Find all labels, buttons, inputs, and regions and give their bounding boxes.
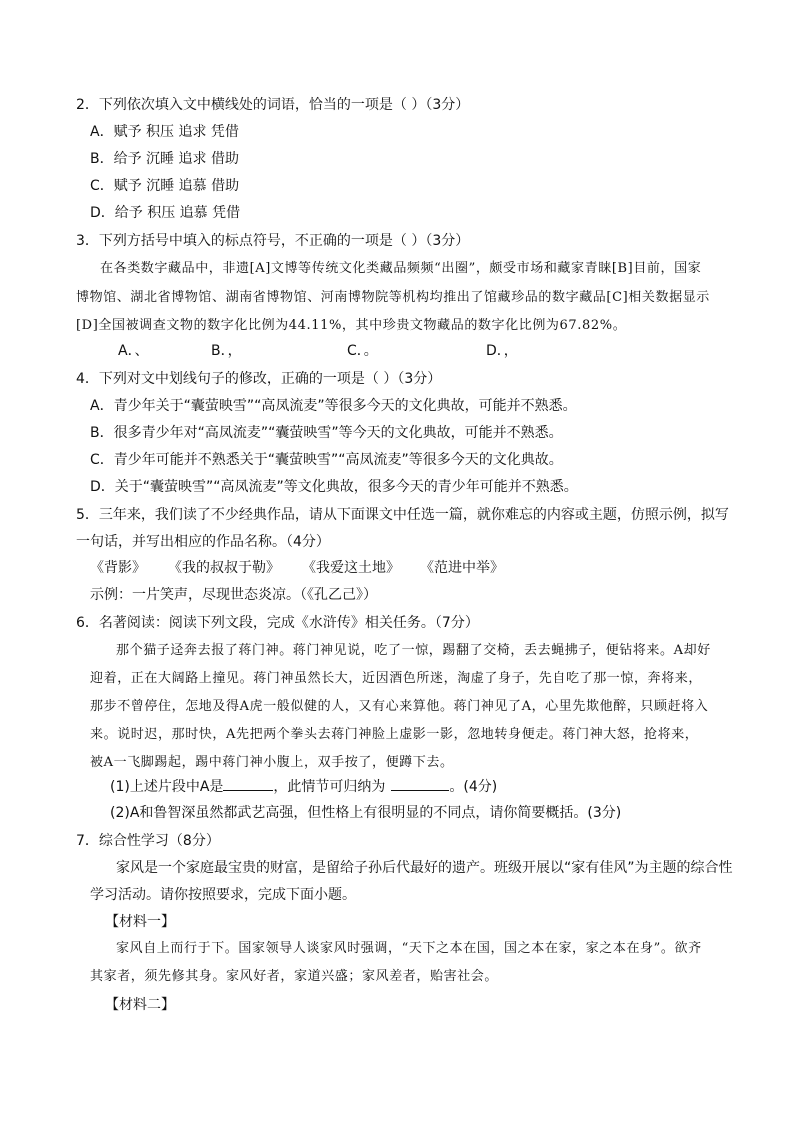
material-2-title: 【材料二】 [105, 997, 175, 1013]
q2-stem: 2．下列依次填入文中横线处的词语，恰当的一项是（ ）（3分） [76, 97, 470, 113]
q4-option-d: D．关于“囊萤映雪”“高凤流麦”等文化典故，很多今天的青少年可能并不熟悉。 [90, 479, 578, 495]
q3-option-d: D．， [486, 343, 518, 359]
q5-title: 《我的叔叔于勒》 [168, 560, 280, 576]
q2-option-d: D．给予 积压 追慕 凭借 [90, 205, 241, 221]
q6-passage-line: 被A一飞脚踢起，踢中蒋门神小腹上，双手按了，便蹲下去。 [90, 755, 454, 770]
material-1-line: 其家者，须先修其身。家风好者，家道兴盛；家风差者，贻害社会。 [90, 969, 499, 984]
q6-sub1-text: 。(4分) [449, 779, 498, 795]
q6-sub2: (2)A和鲁智深虽然都武艺高强，但性格上有很明显的不同点，请你简要概括。(3分) [110, 805, 622, 821]
q3-passage-line: 在各类数字藏品中，非遗[A]文博等传统文化类藏品频频“出圈”，颇受市场和藏家青睐[B]目前，国家 [100, 261, 702, 276]
material-1-title: 【材料一】 [105, 914, 175, 930]
q5-title: 《范进中举》 [420, 560, 504, 576]
q3-option-c: C．。 [347, 343, 378, 359]
q5-stem-cont: 一句话，并写出相应的作品名称。（4分） [76, 534, 330, 550]
q6-sub1-text: ，此情节可归纳为 [273, 779, 386, 795]
q5-stem: 5．三年来，我们读了不少经典作品，请从下面课文中任选一篇，就你难忘的内容或主题，仿照示例，拟写 [76, 507, 729, 523]
q7-intro: 家风是一个家庭最宝贵的财富，是留给子孙后代最好的遗产。班级开展以“家有佳风”为主题的综合性 [116, 860, 733, 876]
q2-option-c: C．赋予 沉睡 追慕 借助 [90, 178, 240, 194]
q7-intro: 学习活动。请你按照要求，完成下面小题。 [90, 887, 356, 903]
q4-stem: 4．下列对文中划线句子的修改，正确的一项是（ ）（3分） [76, 371, 442, 387]
q3-option-a: A．、 [118, 343, 149, 359]
q6-sub1 [110, 776, 497, 797]
material-1-line: 家风自上而行于下。国家领导人谈家风时强调，“天下之本在国，国之本在家，家之本在身”。欲齐 [116, 941, 702, 956]
q5-title: 《我爱这土地》 [302, 560, 400, 576]
q6-passage-line: 那步不曾停住，怎地及得A虎一般似健的人，又有心来算他。蒋门神见了A，心里先欺他醉，只顾赶将入 [90, 699, 709, 714]
q3-stem: 3．下列方括号中填入的标点符号，不正确的一项是（ ）（3分） [76, 233, 470, 249]
q4-option-a: A．青少年关于“囊萤映雪”“高凤流麦”等很多今天的文化典故，可能并不熟悉。 [90, 398, 577, 414]
q4-option-b: B．很多青少年对“高凤流麦”“囊萤映雪”等今天的文化典故，可能并不熟悉。 [90, 425, 563, 441]
q3-passage-line: 博物馆、湖北省博物馆、湖南省博物馆、河南博物院等机构均推出了馆藏珍品的数字藏品[C]相关数据显示 [76, 290, 710, 305]
q2-option-b: B．给予 沉睡 追求 借助 [90, 151, 239, 167]
q7-stem: 7．综合性学习（8分） [76, 833, 220, 849]
q3-passage-line: [D]全国被调查文物的数字化比例为44.11%，其中珍贵文物藏品的数字化比例为67.82%。 [76, 318, 627, 333]
q4-option-c: C．青少年可能并不熟悉关于“囊萤映雪”“高凤流麦”等很多今天的文化典故。 [90, 452, 563, 468]
q6-passage-line: 迎着，正在大阔路上撞见。蒋门神虽然长大，近因酒色所迷，淘虚了身子，先自吃了那一惊，奔将来， [90, 671, 703, 686]
q5-title: 《背影》 [90, 560, 146, 576]
q2-option-a: A．赋予 积压 追求 凭借 [90, 124, 239, 140]
q5-example: 示例：一片笑声，尽现世态炎凉。（《孔乙己》） [90, 587, 377, 603]
q6-stem: 6．名著阅读：阅读下列文段，完成《水浒传》相关任务。（7分） [76, 615, 479, 631]
q3-option-b: B．， [211, 343, 242, 359]
q6-passage-line: 那个猫子迳奔去报了蒋门神。蒋门神见说，吃了一惊，踢翻了交椅，丢去蝇拂子，便钻将来。A却好 [116, 643, 711, 658]
answer-blank[interactable] [223, 776, 273, 791]
q6-passage-line: 来。说时迟，那时快，A先把两个拳头去蒋门神脸上虚影一影，忽地转身便走。蒋门神大怒，抢将来， [90, 727, 699, 742]
q6-sub1-text: (1)上述片段中A是 [110, 779, 224, 795]
answer-blank[interactable] [391, 776, 449, 791]
